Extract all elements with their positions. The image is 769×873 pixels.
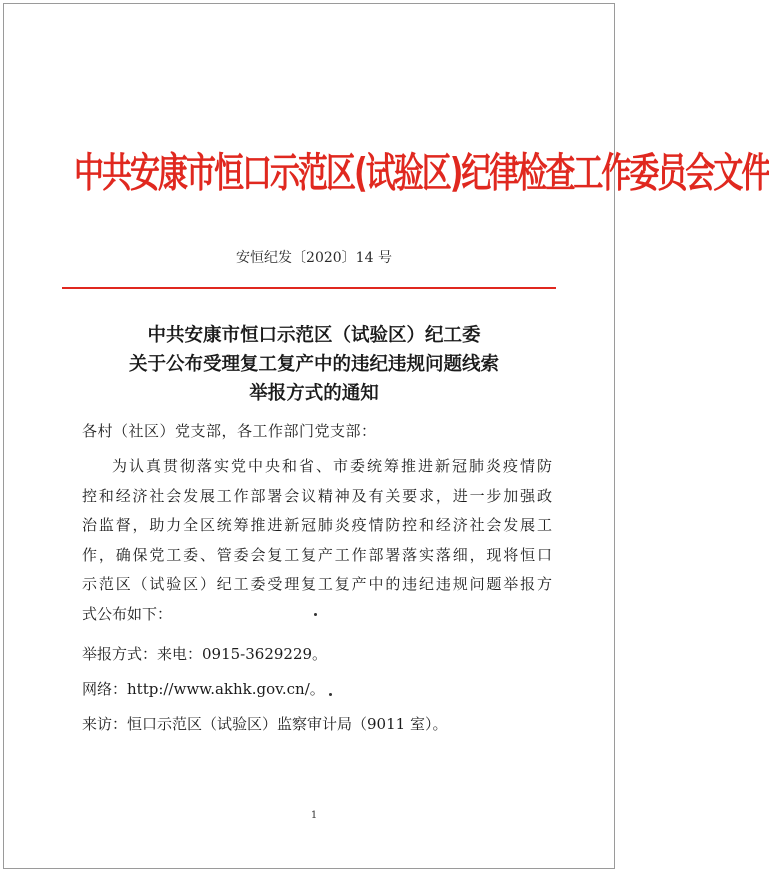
contact-phone: 举报方式：来电：0915-3629229。 [82, 645, 328, 663]
body-line: 控和经济社会发展工作部署会议精神及有关要求，进一步加强政 [82, 486, 552, 505]
contact-visit: 来访：恒口示范区（试验区）监察审计局（9011 室）。 [82, 715, 448, 733]
document-header-title: 中共安康市恒口示范区(试验区)纪律检查工作委员会文件 [74, 149, 769, 198]
document-number: 安恒纪发〔2020〕14 号 [236, 250, 392, 266]
notice-title-line: 关于公布受理复工复产中的违纪违规问题线索 [128, 354, 499, 375]
notice-title-line: 举报方式的通知 [249, 383, 379, 404]
scan-speck [314, 613, 317, 616]
body-line: 为认真贯彻落实党中央和省、市委统筹推进新冠肺炎疫情防 [112, 457, 552, 475]
body-paragraph [82, 452, 552, 629]
salutation: 各村（社区）党支部，各工作部门党支部： [82, 422, 377, 440]
body-line: 作，确保党工委、管委会复工复产工作部署落实落细，现将恒口 [82, 545, 552, 564]
body-line: 示范区（试验区）纪工委受理复工复产中的违纪违规问题举报方 [82, 575, 552, 593]
body-line: 式公布如下： [82, 604, 173, 623]
body-line: 治监督，助力全区统筹推进新冠肺炎疫情防控和经济社会发展工 [82, 516, 552, 534]
document-page [3, 3, 769, 869]
scan-speck [329, 693, 332, 696]
red-divider-line [62, 287, 556, 289]
notice-title [64, 321, 564, 408]
page-number: 1 [310, 810, 318, 821]
notice-title-line: 中共安康市恒口示范区（试验区）纪工委 [147, 325, 481, 346]
contact-website: 网络：http://www.akhk.gov.cn/。 [82, 680, 325, 698]
